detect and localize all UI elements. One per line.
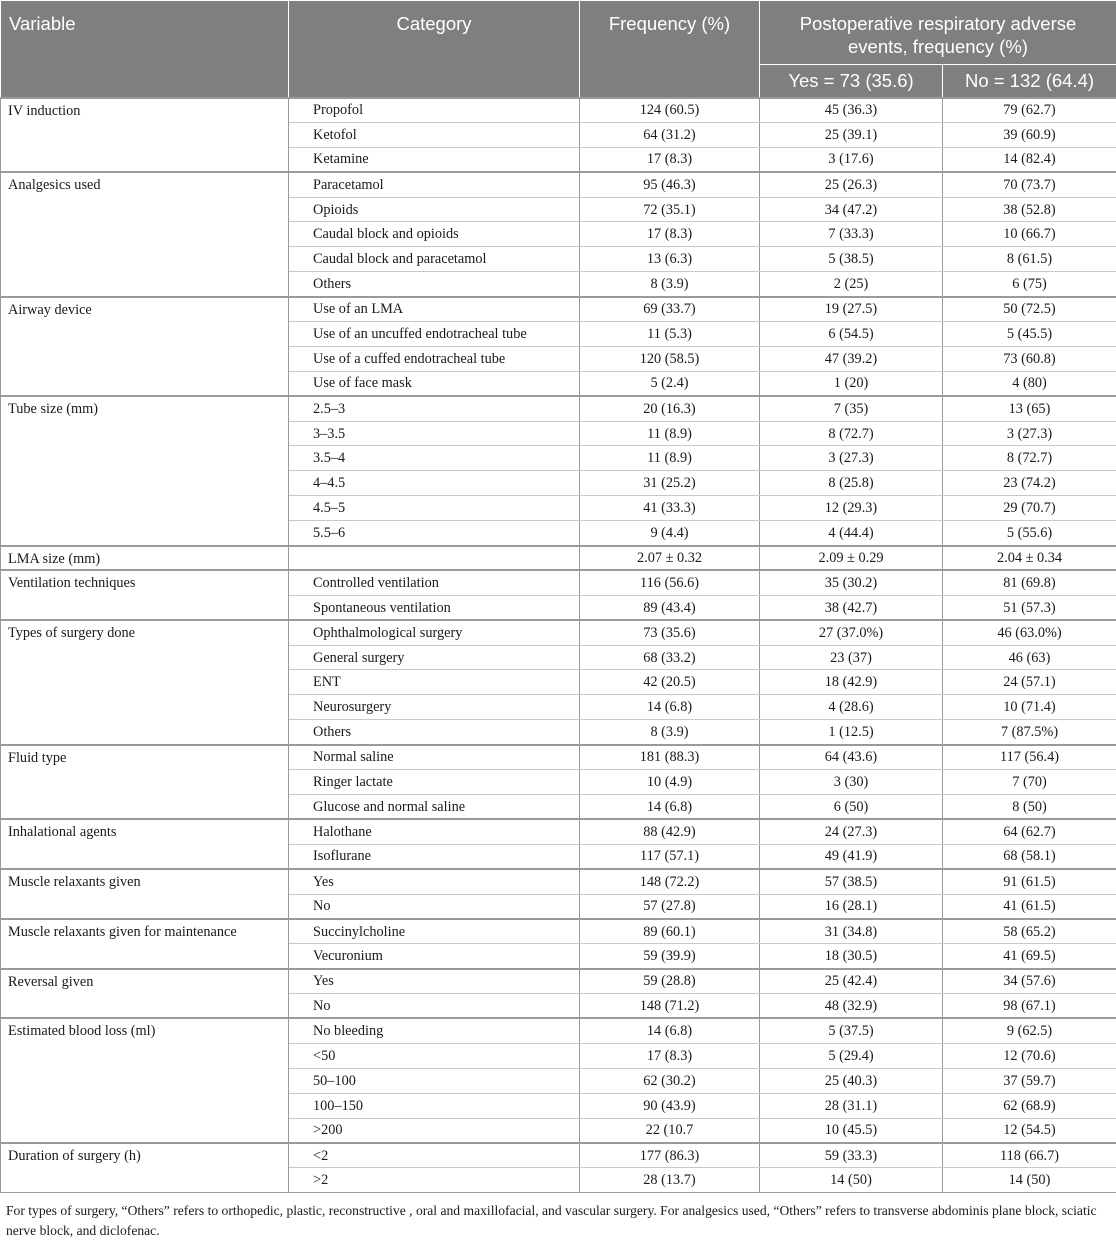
variable-cell: Reversal given [1,969,289,1019]
yes-cell: 2 (25) [760,272,943,297]
category-cell: Spontaneous ventilation [289,595,580,620]
frequency-cell: 88 (42.9) [580,819,760,844]
yes-cell: 45 (36.3) [760,98,943,123]
category-cell: Isoflurane [289,844,580,869]
yes-cell: 5 (37.5) [760,1018,943,1043]
frequency-cell: 41 (33.3) [580,496,760,521]
category-cell: Use of face mask [289,371,580,396]
frequency-cell: 124 (60.5) [580,98,760,123]
category-cell [289,546,580,571]
category-cell: ENT [289,670,580,695]
category-cell: No bleeding [289,1018,580,1043]
yes-cell: 19 (27.5) [760,297,943,322]
category-cell: Paracetamol [289,172,580,197]
frequency-cell: 90 (43.9) [580,1093,760,1118]
no-cell: 23 (74.2) [943,471,1116,496]
frequency-cell: 72 (35.1) [580,197,760,222]
frequency-cell: 11 (8.9) [580,446,760,471]
frequency-cell: 17 (8.3) [580,147,760,172]
header-variable: Variable [1,1,289,98]
yes-cell: 7 (35) [760,396,943,421]
no-cell: 70 (73.7) [943,172,1116,197]
header-yes: Yes = 73 (35.6) [760,65,943,98]
yes-cell: 5 (29.4) [760,1043,943,1068]
table-header [1,1,1116,98]
header-frequency: Frequency (%) [580,1,760,98]
header-no: No = 132 (64.4) [943,65,1116,98]
category-cell: <50 [289,1043,580,1068]
no-cell: 37 (59.7) [943,1068,1116,1093]
frequency-cell: 73 (35.6) [580,620,760,645]
no-cell: 39 (60.9) [943,122,1116,147]
no-cell: 41 (61.5) [943,894,1116,919]
yes-cell: 1 (12.5) [760,720,943,745]
category-cell: Glucose and normal saline [289,794,580,819]
variable-cell: Fluid type [1,745,289,820]
frequency-cell: 11 (5.3) [580,322,760,347]
yes-cell: 2.09 ± 0.29 [760,546,943,571]
yes-cell: 31 (34.8) [760,919,943,944]
no-cell: 62 (68.9) [943,1093,1116,1118]
table-row [1,396,1116,421]
frequency-cell: 10 (4.9) [580,770,760,795]
no-cell: 98 (67.1) [943,994,1116,1019]
variable-cell: Muscle relaxants given [1,869,289,919]
yes-cell: 47 (39.2) [760,346,943,371]
frequency-cell: 62 (30.2) [580,1068,760,1093]
yes-cell: 3 (27.3) [760,446,943,471]
header-category: Category [289,1,580,98]
no-cell: 51 (57.3) [943,595,1116,620]
yes-cell: 8 (25.8) [760,471,943,496]
yes-cell: 57 (38.5) [760,869,943,894]
category-cell: 4.5–5 [289,496,580,521]
category-cell: 3–3.5 [289,421,580,446]
table-row [1,98,1116,123]
no-cell: 46 (63) [943,645,1116,670]
frequency-cell: 11 (8.9) [580,421,760,446]
yes-cell: 14 (50) [760,1168,943,1193]
category-cell: Neurosurgery [289,695,580,720]
yes-cell: 6 (50) [760,794,943,819]
category-cell: Propofol [289,98,580,123]
frequency-cell: 117 (57.1) [580,844,760,869]
category-cell: Halothane [289,819,580,844]
variable-cell: IV induction [1,98,289,173]
variable-cell: Airway device [1,297,289,397]
frequency-cell: 9 (4.4) [580,521,760,546]
table-row [1,297,1116,322]
yes-cell: 25 (42.4) [760,969,943,994]
table-row [1,620,1116,645]
yes-cell: 6 (54.5) [760,322,943,347]
yes-cell: 27 (37.0%) [760,620,943,645]
yes-cell: 16 (28.1) [760,894,943,919]
frequency-cell: 69 (33.7) [580,297,760,322]
no-cell: 10 (71.4) [943,695,1116,720]
table-row [1,546,1116,571]
frequency-cell: 95 (46.3) [580,172,760,197]
frequency-cell: 2.07 ± 0.32 [580,546,760,571]
header-respiratory-events: Postoperative respiratory adverse events, frequency (%) [760,1,1116,65]
yes-cell: 23 (37) [760,645,943,670]
category-cell: Normal saline [289,745,580,770]
table-row [1,819,1116,844]
table-row [1,1018,1116,1043]
no-cell: 118 (66.7) [943,1143,1116,1168]
category-cell: Controlled ventilation [289,570,580,595]
no-cell: 24 (57.1) [943,670,1116,695]
yes-cell: 25 (39.1) [760,122,943,147]
frequency-cell: 28 (13.7) [580,1168,760,1193]
yes-cell: 7 (33.3) [760,222,943,247]
table-row [1,969,1116,994]
yes-cell: 49 (41.9) [760,844,943,869]
category-cell: Yes [289,869,580,894]
yes-cell: 25 (26.3) [760,172,943,197]
category-cell: 50–100 [289,1068,580,1093]
yes-cell: 35 (30.2) [760,570,943,595]
frequency-cell: 8 (3.9) [580,272,760,297]
no-cell: 7 (87.5%) [943,720,1116,745]
no-cell: 6 (75) [943,272,1116,297]
category-cell: Yes [289,969,580,994]
no-cell: 14 (50) [943,1168,1116,1193]
no-cell: 9 (62.5) [943,1018,1116,1043]
frequency-cell: 42 (20.5) [580,670,760,695]
frequency-cell: 20 (16.3) [580,396,760,421]
frequency-cell: 148 (71.2) [580,994,760,1019]
no-cell: 38 (52.8) [943,197,1116,222]
frequency-cell: 89 (60.1) [580,919,760,944]
frequency-cell: 17 (8.3) [580,1043,760,1068]
yes-cell: 1 (20) [760,371,943,396]
category-cell: >2 [289,1168,580,1193]
table-row [1,172,1116,197]
no-cell: 10 (66.7) [943,222,1116,247]
category-cell: General surgery [289,645,580,670]
no-cell: 8 (61.5) [943,247,1116,272]
category-cell: 2.5–3 [289,396,580,421]
table-body [1,98,1116,1193]
category-cell: Others [289,272,580,297]
no-cell: 41 (69.5) [943,944,1116,969]
variable-cell: LMA size (mm) [1,546,289,571]
yes-cell: 5 (38.5) [760,247,943,272]
frequency-cell: 120 (58.5) [580,346,760,371]
yes-cell: 10 (45.5) [760,1118,943,1143]
no-cell: 34 (57.6) [943,969,1116,994]
no-cell: 14 (82.4) [943,147,1116,172]
category-cell: <2 [289,1143,580,1168]
yes-cell: 59 (33.3) [760,1143,943,1168]
category-cell: Ophthalmological surgery [289,620,580,645]
table-row [1,1143,1116,1168]
frequency-cell: 17 (8.3) [580,222,760,247]
no-cell: 3 (27.3) [943,421,1116,446]
frequency-cell: 68 (33.2) [580,645,760,670]
category-cell: Succinylcholine [289,919,580,944]
table-row [1,869,1116,894]
frequency-cell: 31 (25.2) [580,471,760,496]
variable-cell: Analgesics used [1,172,289,296]
frequency-cell: 148 (72.2) [580,869,760,894]
no-cell: 50 (72.5) [943,297,1116,322]
no-cell: 64 (62.7) [943,819,1116,844]
yes-cell: 3 (17.6) [760,147,943,172]
no-cell: 73 (60.8) [943,346,1116,371]
frequency-cell: 177 (86.3) [580,1143,760,1168]
category-cell: Others [289,720,580,745]
frequency-cell: 14 (6.8) [580,695,760,720]
variable-cell: Types of surgery done [1,620,289,744]
no-cell: 68 (58.1) [943,844,1116,869]
no-cell: 5 (55.6) [943,521,1116,546]
yes-cell: 25 (40.3) [760,1068,943,1093]
no-cell: 13 (65) [943,396,1116,421]
no-cell: 5 (45.5) [943,322,1116,347]
no-cell: 79 (62.7) [943,98,1116,123]
category-cell: No [289,894,580,919]
yes-cell: 12 (29.3) [760,496,943,521]
category-cell: Use of a cuffed endotracheal tube [289,346,580,371]
category-cell: Use of an uncuffed endotracheal tube [289,322,580,347]
table-row [1,745,1116,770]
no-cell: 7 (70) [943,770,1116,795]
frequency-cell: 57 (27.8) [580,894,760,919]
variable-cell: Duration of surgery (h) [1,1143,289,1193]
frequency-cell: 59 (28.8) [580,969,760,994]
yes-cell: 38 (42.7) [760,595,943,620]
yes-cell: 18 (42.9) [760,670,943,695]
yes-cell: 4 (28.6) [760,695,943,720]
variable-cell: Ventilation techniques [1,570,289,620]
yes-cell: 24 (27.3) [760,819,943,844]
no-cell: 81 (69.8) [943,570,1116,595]
category-cell: Vecuronium [289,944,580,969]
frequency-cell: 64 (31.2) [580,122,760,147]
frequency-cell: 5 (2.4) [580,371,760,396]
category-cell: Opioids [289,197,580,222]
category-cell: Caudal block and opioids [289,222,580,247]
frequency-cell: 8 (3.9) [580,720,760,745]
frequency-cell: 116 (56.6) [580,570,760,595]
yes-cell: 4 (44.4) [760,521,943,546]
no-cell: 12 (70.6) [943,1043,1116,1068]
table-row [1,570,1116,595]
frequency-cell: 89 (43.4) [580,595,760,620]
no-cell: 58 (65.2) [943,919,1116,944]
frequency-cell: 181 (88.3) [580,745,760,770]
no-cell: 46 (63.0%) [943,620,1116,645]
category-cell: 3.5–4 [289,446,580,471]
variable-cell: Inhalational agents [1,819,289,869]
category-cell: Ketamine [289,147,580,172]
no-cell: 12 (54.5) [943,1118,1116,1143]
frequency-cell: 14 (6.8) [580,794,760,819]
variable-cell: Estimated blood loss (ml) [1,1018,289,1142]
frequency-cell: 22 (10.7 [580,1118,760,1143]
no-cell: 117 (56.4) [943,745,1116,770]
frequency-cell: 14 (6.8) [580,1018,760,1043]
variable-cell: Muscle relaxants given for maintenance [1,919,289,969]
frequency-cell: 13 (6.3) [580,247,760,272]
no-cell: 91 (61.5) [943,869,1116,894]
category-cell: 100–150 [289,1093,580,1118]
category-cell: >200 [289,1118,580,1143]
table-footnote: For types of surgery, “Others” refers to orthopedic, plastic, reconstructive , oral and maxillofacial, and vascular surgery. For analgesics used, “Others” refers to transverse abdominis plane block, sciatic nerve block, and diclofenac. [6,1201,1114,1241]
yes-cell: 18 (30.5) [760,944,943,969]
category-cell: No [289,994,580,1019]
variable-cell: Tube size (mm) [1,396,289,545]
category-cell: Caudal block and paracetamol [289,247,580,272]
category-cell: Ringer lactate [289,770,580,795]
yes-cell: 28 (31.1) [760,1093,943,1118]
yes-cell: 8 (72.7) [760,421,943,446]
yes-cell: 48 (32.9) [760,994,943,1019]
category-cell: Use of an LMA [289,297,580,322]
yes-cell: 64 (43.6) [760,745,943,770]
no-cell: 4 (80) [943,371,1116,396]
category-cell: Ketofol [289,122,580,147]
no-cell: 29 (70.7) [943,496,1116,521]
no-cell: 8 (72.7) [943,446,1116,471]
table-row [1,919,1116,944]
category-cell: 4–4.5 [289,471,580,496]
yes-cell: 3 (30) [760,770,943,795]
no-cell: 2.04 ± 0.34 [943,546,1116,571]
category-cell: 5.5–6 [289,521,580,546]
no-cell: 8 (50) [943,794,1116,819]
frequency-cell: 59 (39.9) [580,944,760,969]
yes-cell: 34 (47.2) [760,197,943,222]
